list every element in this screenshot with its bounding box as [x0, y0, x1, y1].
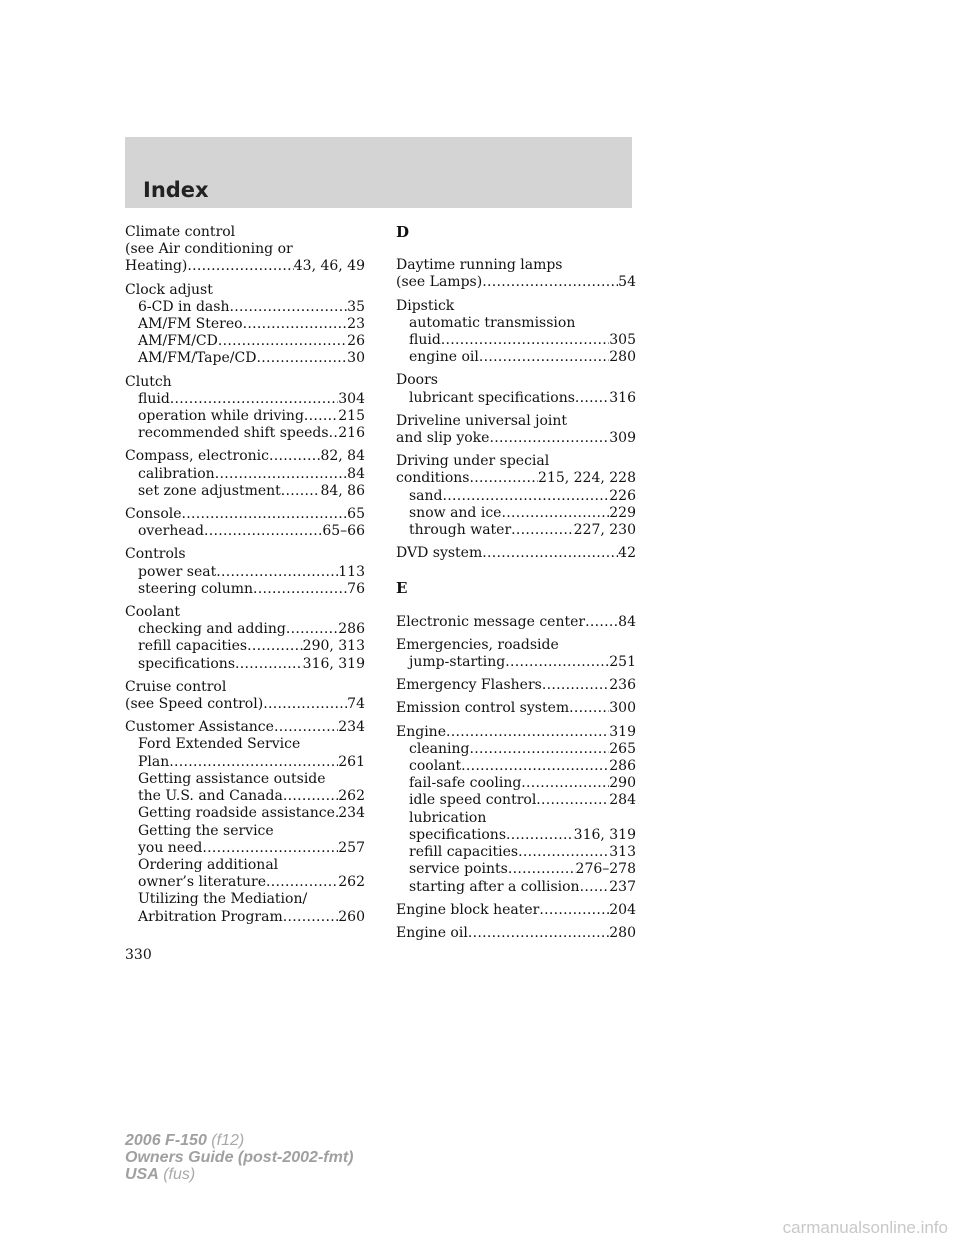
- index-entry-line: [396, 700, 636, 717]
- dot-leader: [170, 391, 338, 408]
- index-entry-line: [125, 506, 365, 523]
- index-term: idle speed control: [409, 792, 537, 809]
- dot-leader: [580, 879, 610, 896]
- index-entry: [396, 724, 636, 896]
- index-term: AM/FM/Tape/CD: [138, 350, 257, 367]
- index-subentry-line: [125, 564, 365, 581]
- index-subentry-line: [125, 299, 365, 316]
- page-reference: 290: [609, 775, 636, 792]
- page-reference: 226: [609, 487, 636, 504]
- page-reference: 65–66: [322, 523, 365, 540]
- page-title: Index: [143, 178, 209, 202]
- index-entry: [396, 637, 636, 671]
- index-subentry-line: [125, 788, 365, 805]
- index-entry-line: [125, 696, 365, 713]
- page-reference: 215, 224, 228: [538, 470, 636, 487]
- index-entry: [396, 453, 636, 539]
- page-reference: 304: [338, 390, 365, 407]
- index-term: service points: [409, 861, 508, 878]
- index-subentry-line: [396, 827, 636, 844]
- dot-leader: [253, 581, 347, 598]
- index-subentry-line: [125, 754, 365, 771]
- index-term: and slip yoke: [396, 430, 490, 447]
- index-subentry-line: [125, 823, 365, 840]
- index-term: refill capacities: [138, 638, 248, 655]
- page-reference: 237: [609, 878, 636, 895]
- index-subentry-line: [125, 316, 365, 333]
- dot-leader: [266, 874, 338, 891]
- index-entry: [396, 545, 636, 562]
- page-reference: 113: [338, 563, 365, 580]
- index-entry-line: [396, 614, 636, 631]
- index-term: checking and adding: [138, 621, 286, 638]
- index-term: sand: [409, 487, 443, 504]
- index-term: fail-safe cooling: [409, 775, 522, 792]
- page-reference: 262: [338, 874, 365, 891]
- index-subentry-line: [396, 810, 636, 827]
- page-reference: 84, 86: [320, 482, 365, 499]
- index-entry-line: [396, 453, 636, 470]
- dot-leader: [521, 775, 609, 792]
- index-term: owner’s literature: [138, 874, 267, 891]
- index-term: set zone adjustment: [138, 482, 281, 499]
- page-reference: 261: [338, 753, 365, 770]
- index-subentry-line: [125, 656, 365, 673]
- dot-leader: [482, 274, 618, 291]
- index-column-left: [125, 224, 365, 932]
- index-entry-line: [125, 719, 365, 736]
- index-term: Driveline universal joint: [396, 412, 568, 429]
- index-entry: [396, 413, 636, 447]
- index-entry: [396, 700, 636, 717]
- index-entry-line: [396, 724, 636, 741]
- page-reference: 26: [347, 333, 365, 350]
- page-reference: 316, 319: [302, 655, 365, 672]
- index-subentry-line: [125, 408, 365, 425]
- index-subentry-line: [396, 758, 636, 775]
- index-entry-line: [396, 677, 636, 694]
- index-term: lubricant specifications: [409, 389, 575, 406]
- index-term: Plan: [138, 753, 170, 770]
- dot-leader: [329, 425, 339, 442]
- page-reference: 216: [338, 425, 365, 442]
- page-reference: 305: [609, 332, 636, 349]
- index-term: coolant: [409, 758, 462, 775]
- page-reference: 234: [338, 805, 365, 822]
- dot-leader: [505, 654, 609, 671]
- page-reference: 284: [609, 792, 636, 809]
- dot-leader: [229, 299, 347, 316]
- index-entry: [125, 448, 365, 500]
- index-term: refill capacities: [409, 844, 519, 861]
- dot-leader: [501, 505, 609, 522]
- dot-leader: [585, 614, 618, 631]
- index-term: Emission control system: [396, 700, 570, 717]
- footer-code: (f12): [206, 1132, 245, 1149]
- index-subentry-line: [125, 857, 365, 874]
- dot-leader: [269, 448, 321, 465]
- index-term: jump-starting: [409, 654, 506, 671]
- index-entry-line: [125, 448, 365, 465]
- index-term: Engine oil: [396, 924, 468, 941]
- index-subentry-line: [125, 581, 365, 598]
- index-term: Getting the service: [138, 822, 274, 839]
- page-reference: 215: [338, 408, 365, 425]
- footer-market-code: (fus): [158, 1166, 196, 1183]
- dot-leader: [508, 861, 576, 878]
- dot-leader: [283, 909, 339, 926]
- footer-line-2: [125, 1149, 353, 1166]
- dot-leader: [482, 545, 618, 562]
- index-subentry-line: [125, 425, 365, 442]
- index-term: Clutch: [125, 373, 172, 390]
- dot-leader: [218, 333, 347, 350]
- dot-leader: [283, 788, 338, 805]
- index-term: Ordering additional: [138, 856, 279, 873]
- index-subentry-line: [396, 844, 636, 861]
- index-term: Ford Extended Service: [138, 736, 301, 753]
- dot-leader: [511, 522, 574, 539]
- index-term: Engine: [396, 723, 446, 740]
- page-reference: 257: [338, 839, 365, 856]
- index-subentry-line: [125, 483, 365, 500]
- index-entry: [125, 506, 365, 540]
- index-term: calibration: [138, 465, 215, 482]
- index-entry: [396, 925, 636, 942]
- dot-leader: [506, 827, 574, 844]
- page-reference: 316, 319: [573, 826, 636, 843]
- dot-leader: [468, 925, 609, 942]
- index-term: cleaning: [409, 740, 470, 757]
- page-reference: 84: [618, 613, 636, 630]
- page-reference: 54: [618, 274, 636, 291]
- index-entry-line: [125, 679, 365, 696]
- index-term: (see Lamps): [396, 274, 483, 291]
- dot-leader: [263, 696, 347, 713]
- dot-leader: [479, 349, 609, 366]
- dot-leader: [281, 483, 321, 500]
- page-reference: 84: [347, 465, 365, 482]
- index-subentry-line: [125, 523, 365, 540]
- index-term: 6-CD in dash: [138, 298, 230, 315]
- footer-line-3: [125, 1166, 353, 1183]
- page-reference: 35: [347, 298, 365, 315]
- index-entry-line: [396, 470, 636, 487]
- index-entry-line: [125, 546, 365, 563]
- index-subentry-line: [125, 891, 365, 908]
- index-entry: [125, 282, 365, 368]
- index-subentry-line: [125, 909, 365, 926]
- index-term: operation while driving: [138, 408, 304, 425]
- watermark: carmanualsonline.info: [782, 1218, 948, 1237]
- index-term: specifications: [138, 655, 236, 672]
- page-reference: 276–278: [575, 861, 636, 878]
- index-subentry-line: [125, 350, 365, 367]
- index-entry: [396, 902, 636, 919]
- index-term: recommended shift speeds: [138, 425, 329, 442]
- index-subentry-line: [125, 333, 365, 350]
- index-entry-line: [396, 637, 636, 654]
- dot-leader: [469, 470, 538, 487]
- index-entry: [125, 224, 365, 276]
- index-term: the U.S. and Canada: [138, 788, 283, 805]
- page-reference: 236: [609, 677, 636, 694]
- index-entry: [125, 374, 365, 443]
- dot-leader: [286, 621, 338, 638]
- index-entry-line: [125, 224, 365, 241]
- index-entry-line: [125, 258, 365, 275]
- index-term: Cruise control: [125, 678, 227, 695]
- page-reference: 65: [347, 506, 365, 523]
- index-subentry-line: [396, 332, 636, 349]
- footer-line-1: [125, 1132, 353, 1149]
- index-subentry-line: [396, 879, 636, 896]
- dot-leader: [469, 741, 609, 758]
- index-term: Engine block heater: [396, 901, 540, 918]
- page-reference: 30: [347, 350, 365, 367]
- index-subentry-line: [396, 390, 636, 407]
- dot-leader: [256, 350, 347, 367]
- index-term: automatic transmission: [409, 314, 576, 331]
- index-entry: [125, 719, 365, 925]
- page-reference: 23: [347, 316, 365, 333]
- index-entry-line: [396, 274, 636, 291]
- index-entry-line: [396, 902, 636, 919]
- index-term: Clock adjust: [125, 281, 213, 298]
- index-term: Utilizing the Mediation/: [138, 891, 308, 908]
- page-reference: 280: [609, 924, 636, 941]
- index-term: Climate control: [125, 224, 236, 240]
- dot-leader: [202, 840, 338, 857]
- page-reference: 82, 84: [320, 448, 365, 465]
- index-entry-line: [125, 282, 365, 299]
- dot-leader: [575, 390, 609, 407]
- index-term: Doors: [396, 372, 438, 389]
- index-entry-line: [125, 374, 365, 391]
- document-footer: [125, 1132, 353, 1183]
- index-subentry-line: [396, 488, 636, 505]
- dot-leader: [443, 488, 610, 505]
- index-term: (see Air conditioning or: [125, 241, 293, 258]
- page-reference: 309: [609, 430, 636, 447]
- dot-leader: [446, 724, 609, 741]
- index-term: Emergencies, roadside: [396, 636, 559, 653]
- index-term: DVD system: [396, 545, 483, 562]
- index-subentry-line: [396, 654, 636, 671]
- index-subentry-line: [125, 771, 365, 788]
- footer-model: 2006 F-150: [125, 1132, 207, 1149]
- index-subentry-line: [396, 861, 636, 878]
- dot-leader: [235, 656, 303, 673]
- index-entry: [125, 546, 365, 598]
- index-term: Driving under special: [396, 453, 550, 470]
- dot-leader: [204, 523, 322, 540]
- dot-leader: [518, 844, 609, 861]
- index-subentry-line: [125, 638, 365, 655]
- index-term: power seat: [138, 563, 217, 580]
- index-term: conditions: [396, 470, 470, 487]
- dot-leader: [489, 430, 609, 447]
- index-entry-line: [396, 298, 636, 315]
- dot-leader: [243, 316, 348, 333]
- page-reference: 43, 46, 49: [293, 258, 365, 275]
- page-reference: 316: [609, 389, 636, 406]
- index-letter-heading: D: [396, 223, 410, 241]
- dot-leader: [216, 564, 338, 581]
- index-term: AM/FM/CD: [138, 333, 218, 350]
- page-reference: 319: [609, 723, 636, 740]
- index-term: snow and ice: [409, 504, 502, 521]
- index-entry: [396, 298, 636, 367]
- index-entry-line: [125, 241, 365, 258]
- index-term: Dipstick: [396, 297, 455, 314]
- index-term: Electronic message center: [396, 613, 586, 630]
- index-term: Getting roadside assistance: [138, 805, 335, 822]
- dot-leader: [461, 758, 609, 775]
- index-subentry-line: [125, 621, 365, 638]
- page-reference: 265: [609, 740, 636, 757]
- index-subentry-line: [125, 736, 365, 753]
- index-subentry-line: [125, 391, 365, 408]
- index-term: fluid: [409, 332, 441, 349]
- page-reference: 227, 230: [573, 522, 636, 539]
- index-entry-line: [396, 257, 636, 274]
- index-term: Heating): [125, 258, 188, 275]
- index-entry-line: [396, 430, 636, 447]
- index-term: Coolant: [125, 604, 181, 621]
- index-term: lubrication: [409, 809, 487, 826]
- page-number: 330: [125, 947, 152, 963]
- index-entry-line: [396, 925, 636, 942]
- page-reference: 229: [609, 504, 636, 521]
- footer-market: USA: [125, 1166, 159, 1183]
- index-entry-line: [396, 545, 636, 562]
- index-term: steering column: [138, 580, 254, 597]
- index-term: (see Speed control): [125, 696, 264, 713]
- index-entry-line: [125, 604, 365, 621]
- page-reference: 286: [338, 621, 365, 638]
- page-reference: 286: [609, 758, 636, 775]
- index-entry-line: [396, 413, 636, 430]
- index-term: Compass, electronic: [125, 448, 269, 465]
- dot-leader: [169, 754, 338, 771]
- page-reference: 260: [338, 908, 365, 925]
- index-term: starting after a collision: [409, 878, 580, 895]
- page-reference: 204: [609, 901, 636, 918]
- dot-leader: [215, 466, 347, 483]
- index-term: Customer Assistance: [125, 719, 274, 736]
- dot-leader: [274, 719, 338, 736]
- page-reference: 42: [618, 545, 636, 562]
- page-reference: 76: [347, 580, 365, 597]
- index-term: engine oil: [409, 349, 479, 366]
- dot-leader: [542, 677, 609, 694]
- index-term: Emergency Flashers: [396, 677, 542, 694]
- index-term: fluid: [138, 390, 170, 407]
- index-entry: [125, 679, 365, 713]
- page-reference: 313: [609, 844, 636, 861]
- page-reference: 234: [338, 719, 365, 736]
- index-term: Getting assistance outside: [138, 770, 326, 787]
- index-term: specifications: [409, 826, 507, 843]
- index-subentry-line: [396, 522, 636, 539]
- index-subentry-line: [125, 466, 365, 483]
- index-letter-heading: E: [396, 579, 408, 598]
- index-entry-line: [396, 372, 636, 389]
- dot-leader: [569, 700, 609, 717]
- index-subentry-line: [396, 315, 636, 332]
- dot-leader: [182, 506, 348, 523]
- dot-leader: [536, 792, 609, 809]
- page-reference: 280: [609, 349, 636, 366]
- index-subentry-line: [396, 741, 636, 758]
- page-reference: 251: [609, 654, 636, 671]
- index-entry: [396, 614, 636, 631]
- dot-leader: [247, 638, 303, 655]
- dot-leader: [539, 902, 609, 919]
- index-subentry-line: [396, 775, 636, 792]
- index-entry: [396, 372, 636, 406]
- dot-leader: [187, 258, 293, 275]
- index-term: Controls: [125, 546, 186, 563]
- index-term: you need: [138, 839, 203, 856]
- index-column-right: [396, 224, 636, 948]
- index-subentry-line: [125, 840, 365, 857]
- index-entry: [396, 257, 636, 291]
- page-reference: 74: [347, 696, 365, 713]
- index-subentry-line: [396, 792, 636, 809]
- dot-leader: [304, 408, 338, 425]
- index-term: overhead: [138, 523, 204, 540]
- index-entry: [396, 677, 636, 694]
- page-reference: 262: [338, 788, 365, 805]
- index-term: Console: [125, 506, 182, 523]
- page-reference: 290, 313: [302, 638, 365, 655]
- index-term: AM/FM Stereo: [138, 316, 243, 333]
- footer-guide: Owners Guide (post-2002-fmt): [125, 1149, 354, 1166]
- index-subentry-line: [125, 874, 365, 891]
- index-term: Arbitration Program: [138, 908, 283, 925]
- index-term: Daytime running lamps: [396, 257, 563, 274]
- index-entry: [125, 604, 365, 673]
- index-subentry-line: [125, 805, 365, 822]
- dot-leader: [441, 332, 609, 349]
- page-reference: 300: [609, 700, 636, 717]
- index-subentry-line: [396, 349, 636, 366]
- index-subentry-line: [396, 505, 636, 522]
- index-term: through water: [409, 522, 512, 539]
